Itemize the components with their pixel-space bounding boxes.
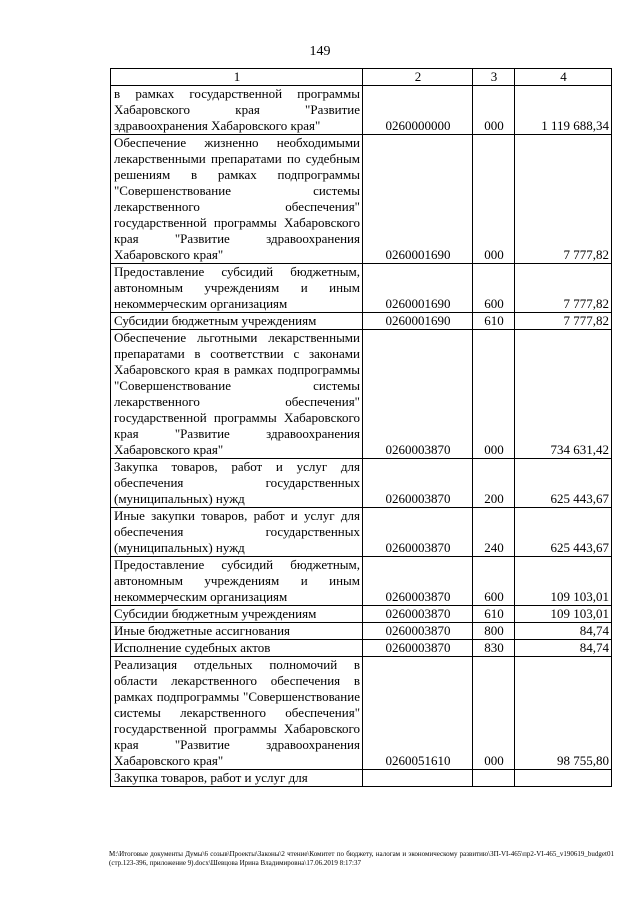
row-name: Исполнение судебных актов bbox=[111, 640, 363, 657]
row-type: 800 bbox=[473, 623, 515, 640]
row-code: 0260001690 bbox=[363, 264, 473, 313]
header-col-2: 2 bbox=[363, 69, 473, 86]
row-code: 0260003870 bbox=[363, 459, 473, 508]
row-name: Субсидии бюджетным учреждениям bbox=[111, 606, 363, 623]
header-col-4: 4 bbox=[515, 69, 612, 86]
row-name: Иные закупки товаров, работ и услуг для обеспечения государственных (муниципальных) нужд bbox=[111, 508, 363, 557]
row-sum: 625 443,67 bbox=[515, 508, 612, 557]
row-name: Обеспечение жизненно необходимыми лекарственными препаратами по судебным решениям в рамках подпрограммы "Совершенствование системы лекарственного обеспечения" государственной программы Хабаровского края "Развитие здравоохранения Хабаровского края" bbox=[111, 135, 363, 264]
row-type: 000 bbox=[473, 86, 515, 135]
row-type: 000 bbox=[473, 135, 515, 264]
row-code: 0260001690 bbox=[363, 313, 473, 330]
row-name: Закупка товаров, работ и услуг для bbox=[111, 770, 363, 787]
table-row bbox=[111, 264, 612, 313]
row-code: 0260003870 bbox=[363, 330, 473, 459]
header-col-3: 3 bbox=[473, 69, 515, 86]
row-name: Закупка товаров, работ и услуг для обеспечения государственных (муниципальных) нужд bbox=[111, 459, 363, 508]
table-row bbox=[111, 313, 612, 330]
budget-table bbox=[110, 68, 612, 787]
table-row bbox=[111, 606, 612, 623]
row-code: 0260001690 bbox=[363, 135, 473, 264]
table-row bbox=[111, 623, 612, 640]
table-row bbox=[111, 640, 612, 657]
table-row bbox=[111, 459, 612, 508]
row-type: 240 bbox=[473, 508, 515, 557]
row-name: Обеспечение льготными лекарственными препаратами в соответствии с законами Хабаровского края в рамках подпрограммы "Совершенствование системы лекарственного обеспечения" государственной программы Хабаровского края "Развитие здравоохранения Хабаровского края" bbox=[111, 330, 363, 459]
row-sum: 1 119 688,34 bbox=[515, 86, 612, 135]
row-code: 0260003870 bbox=[363, 623, 473, 640]
table-row bbox=[111, 770, 612, 787]
row-sum: 84,74 bbox=[515, 623, 612, 640]
header-col-1: 1 bbox=[111, 69, 363, 86]
row-sum: 84,74 bbox=[515, 640, 612, 657]
row-sum: 7 777,82 bbox=[515, 313, 612, 330]
row-name: в рамках государственной программы Хабаровского края "Развитие здравоохранения Хабаровского края" bbox=[111, 86, 363, 135]
row-sum: 625 443,67 bbox=[515, 459, 612, 508]
row-code: 0260003870 bbox=[363, 557, 473, 606]
row-type bbox=[473, 770, 515, 787]
row-type: 830 bbox=[473, 640, 515, 657]
row-code: 0260003870 bbox=[363, 606, 473, 623]
row-name: Предоставление субсидий бюджетным, автономным учреждениям и иным некоммерческим организациям bbox=[111, 557, 363, 606]
file-path-footer: M:\Итоговые документы Думы\6 созыв\Проекты\Законы\2 чтение\Комитет по бюджету, налогам и экономическому развитию\ЗП-VI-465\пр2-VI-465_v190619_budget01 (стр.123-396, приложение 9).docx\Шевцова Ирина Владимировна\17.06.2019 8:17:37 bbox=[109, 850, 614, 867]
row-type: 610 bbox=[473, 313, 515, 330]
row-sum: 7 777,82 bbox=[515, 135, 612, 264]
row-code: 0260003870 bbox=[363, 508, 473, 557]
table-row bbox=[111, 86, 612, 135]
row-name: Иные бюджетные ассигнования bbox=[111, 623, 363, 640]
row-type: 600 bbox=[473, 557, 515, 606]
row-type: 610 bbox=[473, 606, 515, 623]
row-code: 0260051610 bbox=[363, 657, 473, 770]
row-sum: 109 103,01 bbox=[515, 557, 612, 606]
page-number: 149 bbox=[309, 44, 331, 59]
row-sum: 109 103,01 bbox=[515, 606, 612, 623]
table-row bbox=[111, 657, 612, 770]
row-name: Реализация отдельных полномочий в области лекарственного обеспечения в рамках подпрограммы "Совершенствование системы лекарственного обеспечения" государственной программы Хабаровского края "Развитие здравоохранения Хабаровского края" bbox=[111, 657, 363, 770]
header-row bbox=[111, 69, 612, 86]
row-sum: 7 777,82 bbox=[515, 264, 612, 313]
row-type: 000 bbox=[473, 330, 515, 459]
row-type: 200 bbox=[473, 459, 515, 508]
table-row bbox=[111, 330, 612, 459]
row-sum: 98 755,80 bbox=[515, 657, 612, 770]
row-name: Предоставление субсидий бюджетным, автономным учреждениям и иным некоммерческим организациям bbox=[111, 264, 363, 313]
row-type: 000 bbox=[473, 657, 515, 770]
row-sum bbox=[515, 770, 612, 787]
row-name: Субсидии бюджетным учреждениям bbox=[111, 313, 363, 330]
row-code: 0260003870 bbox=[363, 640, 473, 657]
table-row bbox=[111, 508, 612, 557]
row-code bbox=[363, 770, 473, 787]
row-type: 600 bbox=[473, 264, 515, 313]
table-row bbox=[111, 135, 612, 264]
row-code: 0260000000 bbox=[363, 86, 473, 135]
table-row bbox=[111, 557, 612, 606]
row-sum: 734 631,42 bbox=[515, 330, 612, 459]
